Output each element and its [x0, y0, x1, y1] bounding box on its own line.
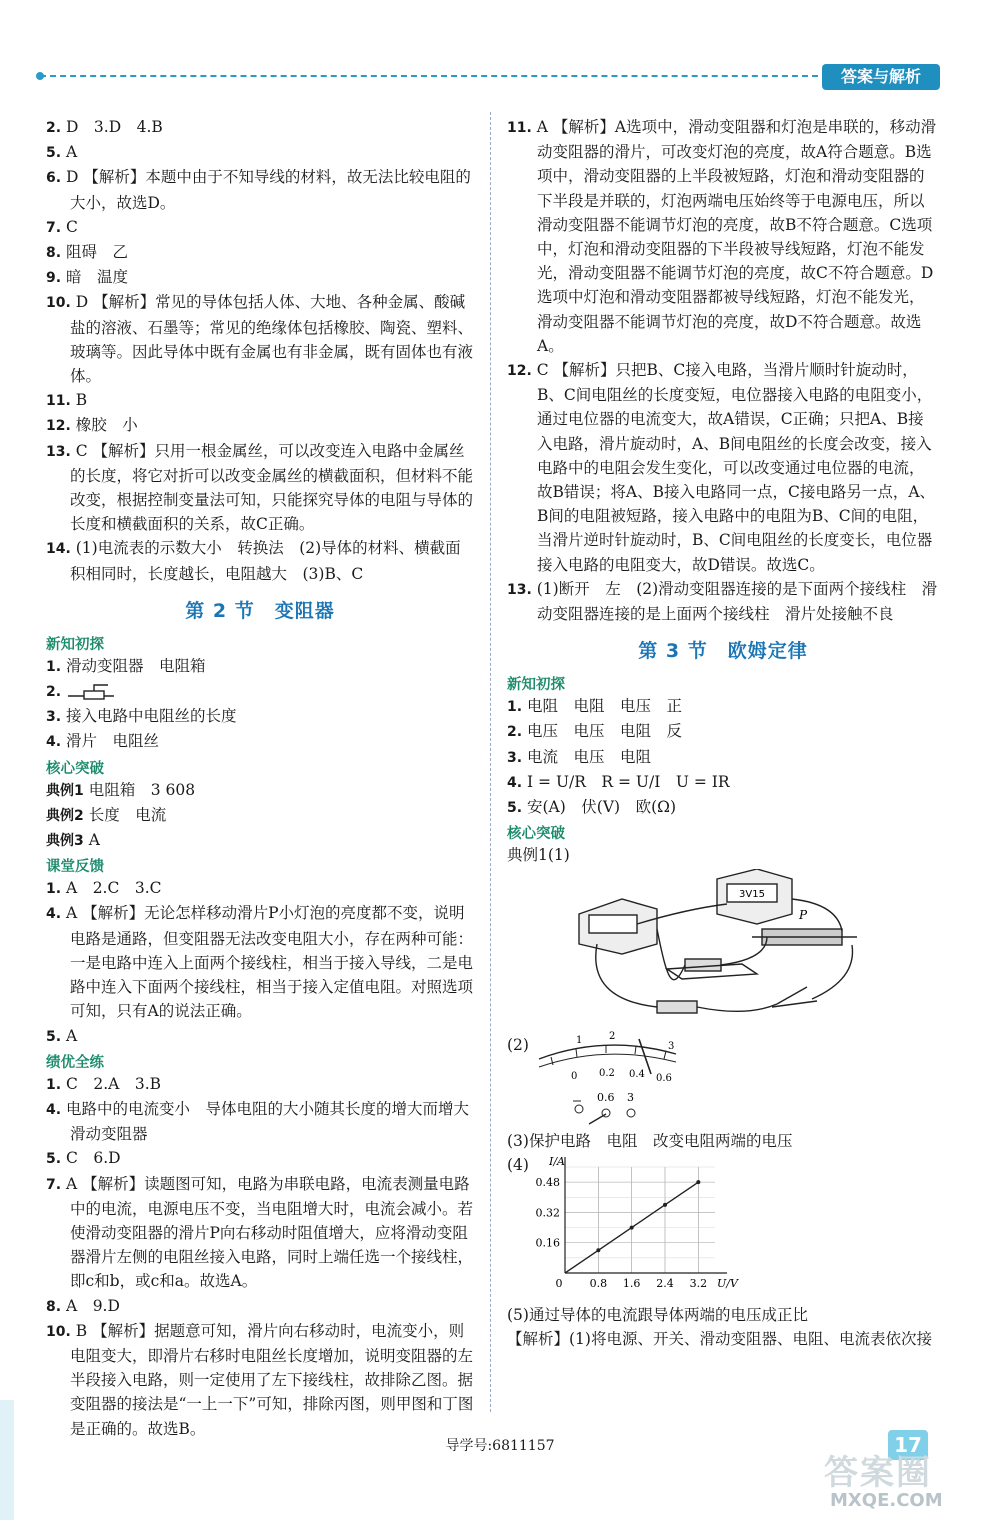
y-tick-label: 0.48	[535, 1176, 560, 1190]
item-text: 电流 电压 电阻	[527, 747, 652, 766]
header-rule	[40, 75, 818, 77]
subhead-ketang: 课堂反馈	[46, 859, 104, 876]
list-item	[46, 1172, 474, 1294]
list-item	[507, 795, 939, 820]
item-text: A 9.D	[66, 1296, 120, 1315]
data-point	[596, 1248, 600, 1252]
circuit-figure	[507, 869, 939, 1026]
item-text: A 【解析】读题图可知，电路为串联电路，电流表测量电路中的电流，电源电压不变，当电阻增大时，电流会减小。若使滑动变阻器的滑片P向右移动时阻值增大，应将滑动变阻器滑片左侧的电阻丝接入电路，同时上端任选一个接线柱，即c和b，或c和a。故选A。	[66, 1174, 474, 1291]
list-item	[46, 729, 474, 754]
list-item	[46, 1294, 474, 1319]
subhead-xinzhi: 新知初探	[46, 636, 104, 653]
scale-04: 0.4	[629, 1068, 645, 1080]
list-item	[46, 1072, 474, 1097]
data-point	[630, 1225, 634, 1229]
subhead-hexin: 核心突破	[46, 760, 104, 777]
list-item	[507, 577, 939, 626]
scale-0: 0	[571, 1070, 578, 1082]
list-item	[46, 704, 474, 729]
item-number: 3.	[507, 749, 523, 766]
item-number: 2.	[46, 120, 62, 136]
subhead-hexin-r: 核心突破	[507, 826, 565, 843]
item-number: 7.	[46, 219, 62, 236]
edge-decoration	[0, 1400, 14, 1520]
item-number: 8.	[46, 245, 62, 262]
item-number: 5.	[507, 800, 523, 817]
item-text: B	[75, 391, 88, 410]
list-item	[46, 828, 474, 853]
item-text: C 6.D	[66, 1149, 121, 1168]
list-item	[507, 358, 939, 577]
item-number: 2.	[507, 724, 523, 741]
y-tick-label: 0.16	[535, 1236, 560, 1250]
item-number: 11.	[46, 393, 71, 410]
list-item	[46, 778, 474, 803]
column-divider	[490, 112, 491, 1412]
list-item	[46, 654, 474, 679]
item-text: 长度 电流	[88, 805, 167, 824]
scale-06: 0.6	[656, 1072, 672, 1084]
watermark-logo: 答案圈	[824, 1453, 932, 1493]
item-text: 滑片 电阻丝	[66, 732, 160, 751]
item-text: 电路中的电流变小 导体电阻的大小随其长度的增大而增大 滑动变阻器	[66, 1099, 485, 1144]
meter-figure	[507, 1029, 939, 1129]
left-hexin-list	[46, 778, 474, 854]
item-text: A	[88, 831, 100, 850]
item-text: 电阻箱 3 608	[88, 780, 196, 799]
part2-label: (2)	[507, 1035, 529, 1054]
list-item	[507, 745, 939, 770]
item-number: 6.	[46, 170, 62, 187]
list-item	[46, 115, 474, 140]
right-answers-a	[507, 115, 939, 626]
list-item	[46, 439, 474, 537]
header-badge: 答案与解析	[822, 64, 940, 90]
x-tick-label: 2.4	[656, 1276, 674, 1290]
ammeter-scale	[531, 1029, 691, 1129]
item-text: B 【解析】据题意可知，滑片向右移动时，电流变小，则电阻变大，即滑片右移时电阻丝长度增加，说明变阻器的左半段接入电路，则一定使用了左下接线柱，故排除乙图。据变阻器的接法是“一上一下”可知，排除丙图，则甲图和丁图是正确的。故选B。	[70, 1321, 474, 1438]
list-item	[46, 388, 474, 413]
iv-chart	[525, 1153, 745, 1303]
term-06: 0.6	[597, 1090, 615, 1104]
left-column	[46, 115, 485, 1441]
item-number: 4.	[46, 906, 62, 923]
item-text: C 【解析】只把B、C接入电路，当滑片顺时针旋动时，B、C间电阻丝的长度变短，电位器接入电路的电阻变小，通过电位器的电流变大，故A错误，C正确；只把A、B接入电路，滑片旋动时，A、B间电阻丝的长度会改变，接入电路中的电阻会发生变化，可以改变通过电位器的电流，故B错误；将A、B接入电路同一点，C接电路另一点，A、B间的电阻被短路，接入电路中的电阻为B、C间的电阻，当滑片逆时针旋动时，B、C间电阻丝的长度变长，电位器接入电路的电阻变大，故D错误。故选C。	[536, 361, 936, 574]
scale-top-2: 2	[609, 1030, 616, 1042]
item-number: 9.	[46, 270, 62, 287]
item-text: C 【解析】只用一根金属丝，可以改变连入电路中金属丝的长度，将它对折可以改变金属丝的横截面积，但材料不能改变，根据控制变量法可知，只能探究导体的电阻与导体的长度和横截面积的关系，故C正确。	[70, 441, 474, 534]
list-item	[46, 265, 474, 290]
item-text: I = U/R R = U/I U = IR	[527, 772, 730, 791]
item-number: 4.	[507, 774, 523, 791]
scale-02: 0.2	[599, 1067, 615, 1079]
list-item	[507, 694, 939, 719]
list-item	[46, 165, 474, 214]
list-item	[46, 215, 474, 240]
list-item	[46, 876, 474, 901]
y-axis-label: I/A	[549, 1154, 565, 1168]
list-item	[46, 679, 474, 704]
item-text: (1)断开 左 (2)滑动变阻器连接的是下面两个接线柱 滑动变阻器连接的是上面两个接线柱 滑片处接触不良	[536, 579, 938, 624]
item-text: A	[66, 1026, 78, 1045]
item-text: C	[66, 217, 78, 236]
list-item	[507, 770, 939, 795]
item-text: 滑动变阻器 电阻箱	[66, 656, 206, 675]
item-number: 典例2	[46, 807, 84, 824]
scale-top-3: 3	[668, 1040, 675, 1052]
item-number: 10.	[46, 295, 71, 312]
watermark-url: MXQE.COM	[830, 1490, 943, 1511]
left-jiyou-list	[46, 1072, 485, 1441]
x-tick-label: 0.8	[589, 1276, 608, 1290]
scale-top-1: 1	[576, 1034, 583, 1046]
left-xinzhi-list	[46, 654, 474, 755]
item-number: 1.	[46, 881, 62, 898]
part4-label: (4)	[507, 1155, 529, 1174]
list-item	[46, 901, 474, 1023]
item-text: (1)电流表的示数大小 转换法 (2)导体的材料、横截面积相同时，长度越长，电阻越大 (3)B、C	[70, 539, 461, 583]
list-item	[46, 1146, 474, 1171]
graph-block	[507, 1153, 939, 1303]
list-item	[46, 1319, 474, 1441]
section-title-2: 第 2 节 变阻器	[185, 599, 335, 622]
circuit-diagram	[567, 869, 867, 1019]
subhead-jiyou: 绩优全练	[46, 1054, 104, 1071]
origin-label: 0	[555, 1276, 563, 1290]
x-axis-label: U/V	[717, 1276, 738, 1290]
item-text: D 【解析】常见的导体包括人体、大地、各种金属、酸碱盐的溶液、石墨等；常见的绝缘体包括橡胶、陶瓷、塑料、玻璃等。因此导体中既有金属也有非金属，既有固体也有液体。	[70, 293, 474, 386]
subhead-xinzhi-r: 新知初探	[507, 677, 565, 694]
part5-text: (5)通过导体的电流跟导体两端的电压成正比	[507, 1305, 808, 1324]
left-answers-a	[46, 115, 474, 586]
item-number: 8.	[46, 1298, 62, 1315]
right-xinzhi-list	[507, 694, 939, 820]
list-item	[507, 719, 939, 744]
item-text: 暗 温度	[66, 268, 129, 287]
item-text: A 【解析】无论怎样移动滑片P小灯泡的亮度都不变，说明电路是通路，但变阻器无法改变电阻大小，存在两种可能：一是电路中连入上面两个接线柱，相当于接入导线，二是电路中连入下面两个接线柱，相当于接入定值电阻。对照选项可知，只有A的说法正确。	[66, 904, 474, 1021]
item-number: 典例1	[46, 782, 84, 799]
part3-text: (3)保护电路 电阻 改变电阻两端的电压	[507, 1131, 793, 1150]
item-number: 2.	[46, 684, 62, 701]
watermark	[810, 1445, 960, 1515]
item-text: A	[66, 143, 78, 162]
list-item	[46, 413, 474, 438]
item-number: 4.	[46, 734, 62, 751]
item-text: D 3.D 4.B	[66, 118, 163, 136]
item-number: 11.	[507, 120, 532, 136]
item-text: 橡胶 小	[75, 416, 138, 435]
list-item	[46, 240, 474, 265]
item-number: 1.	[46, 658, 62, 675]
list-item	[46, 536, 474, 585]
data-point	[663, 1203, 667, 1207]
x-tick-label: 1.6	[622, 1276, 641, 1290]
item-number: 5.	[46, 1028, 62, 1045]
fig-p-label: P	[799, 908, 808, 923]
y-tick-label: 0.32	[535, 1206, 560, 1220]
page-number: 17	[888, 1430, 928, 1460]
item-text: 阻碍 乙	[66, 243, 129, 262]
item-text: 接入电路中电阻丝的长度	[66, 707, 237, 726]
item-number: 5.	[46, 145, 62, 162]
right-column	[507, 115, 939, 1351]
list-item	[46, 803, 474, 828]
item-text: 电阻 电阻 电压 正	[527, 697, 683, 716]
item-number: 12.	[46, 418, 71, 435]
item-number: 3.	[46, 709, 62, 726]
item-text: 安(A) 伏(V) 欧(Ω)	[527, 798, 677, 817]
section-title-3: 第 3 节 欧姆定律	[638, 640, 808, 663]
item-number: 7.	[46, 1176, 62, 1193]
item-number: 5.	[46, 1151, 62, 1168]
item-text: 电压 电压 电阻 反	[527, 722, 683, 741]
item-number: 13.	[46, 443, 71, 460]
item-number: 1.	[46, 1076, 62, 1093]
item-text: C 2.A 3.B	[66, 1074, 162, 1093]
list-item	[507, 115, 939, 358]
item-text: A 2.C 3.C	[66, 879, 162, 898]
item-number: 10.	[46, 1323, 71, 1340]
term-3: 3	[627, 1090, 634, 1104]
list-item	[46, 1024, 474, 1049]
item-number: 4.	[46, 1101, 62, 1118]
item-number: 13.	[507, 581, 532, 598]
fig-voltmeter-label: 3V15	[739, 889, 765, 901]
item-text: D 【解析】本题中由于不知导线的材料，故无法比较电阻的大小，故选D。	[66, 168, 471, 212]
list-item	[46, 140, 474, 165]
item-number: 1.	[507, 699, 523, 716]
data-point	[696, 1180, 700, 1184]
left-ketang-list	[46, 876, 474, 1048]
item-number: 典例3	[46, 833, 84, 850]
item-number: 14.	[46, 541, 71, 558]
rheostat-symbol-icon	[66, 683, 116, 701]
x-tick-label: 3.2	[689, 1276, 708, 1290]
jiexi-tail: 【解析】(1)将电源、开关、滑动变阻器、电阻、电流表依次接	[507, 1330, 932, 1349]
item-number: 12.	[507, 363, 532, 380]
dianli-label: 典例1(1)	[507, 846, 570, 865]
item-text: A 【解析】A选项中，滑动变阻器和灯泡是串联的，移动滑动变阻器的滑片，可改变灯泡的亮度，故A符合题意。B选项中，滑动变阻器的上半段被短路，灯泡和滑动变阻器的下半段是并联的，灯泡两端电压始终等于电源电压，所以滑动变阻器不能调节灯泡的亮度，故B不符合题意。C选项中，灯泡和滑动变阻器的下半段被导线短路，灯泡不能发光，滑动变阻器不能调节灯泡的亮度，故C不符合题意。D选项中灯泡和滑动变阻器都被导线短路，灯泡不能发光，滑动变阻器不能调节灯泡的亮度，故D不符合题意。故选A。	[536, 118, 937, 355]
list-item	[46, 1097, 485, 1146]
list-item	[46, 290, 474, 388]
footer-code: 导学号:6811157	[445, 1438, 555, 1454]
